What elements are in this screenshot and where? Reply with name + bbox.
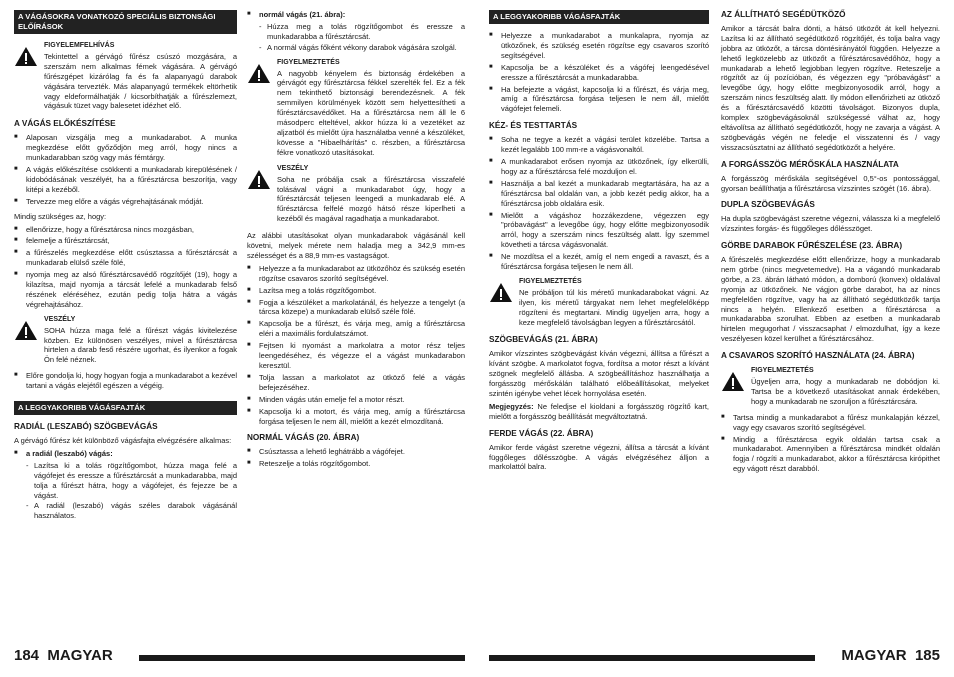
paragraph: Amikor vízszintes szögbevágást kíván végezni, állítsa a fűrészt a kívánt szögbe. A markolatot fogva, fordítsa a motor részt a kívánt szögnek megfelelő állásba. A szögbeállításhoz használhatja a forgásszög mérőskálán található előbeállításokat, melyeket szintén igénybe vehet lécek hornyolása esetén.	[489, 349, 709, 398]
note-text: Ne feledjse el kioldani a forgásszög rögzítő kart, mielőtt a forgásszög beállítását megváltoztatná.	[489, 401, 709, 421]
paragraph: Mindig szükséges az, hogy:	[14, 211, 107, 221]
paragraph: A forgásszög mérőskála segítségével 0,5°-os pontossággal, gyorsan beállíthatja a fűrésztárcsa vízszintes szögét (16. ábra).	[721, 173, 940, 193]
list-item: ■ A vágás előkészítése csökkenti a munkadarab kirepülésének / kidobódásának veszélyét, ha a fűrésztárcsa beszorítja, vagy kitépi a kezéből.	[14, 165, 237, 195]
warning-icon	[14, 320, 38, 341]
column-1	[14, 10, 237, 522]
dash-item: - A normál vágás főként vékony darabok vágására szolgál.	[259, 43, 465, 53]
section-heading: DUPLA SZÖGBEVÁGÁS	[721, 200, 815, 210]
list-item: ■ Lazítsa meg a tolás rögzítőgombot.	[247, 286, 465, 296]
section-banner: A LEGGYAKORIBB VÁGÁSFAJTÁK	[14, 401, 237, 415]
warning-box	[489, 277, 709, 329]
bullet-list	[489, 135, 709, 272]
section-heading: NORMÁL VÁGÁS (20. ÁBRA)	[247, 433, 360, 443]
note-label: Megjegyzés:	[489, 401, 534, 411]
list-item: ■ Kapcsolja ki a motort, és várja meg, amíg a fűrésztárcsa forgása teljesen le nem áll, mielőtt a kezét elmozdítaná.	[247, 407, 465, 427]
section-heading: GÖRBE DARABOK FŰRÉSZELÉSE (23. ÁBRA)	[721, 241, 903, 251]
danger-text: SOHA húzza maga felé a fűrészt vágás kivitelezése közben. Ez különösen veszélyes, mivel a fűrésztárcsa hirtelen a darab feső részére ugorhat, és ilyenkor a fogak Ön felé néznek.	[44, 325, 237, 365]
column-4	[721, 10, 940, 476]
bullet-list	[14, 371, 237, 391]
warning-box	[14, 41, 237, 112]
section-heading: KÉZ- ÉS TESTTARTÁS	[489, 121, 578, 131]
footer-left	[14, 647, 465, 664]
bullet-list	[247, 264, 465, 427]
list-item	[14, 449, 237, 459]
item-label: a radiál (leszabó) vágás:	[26, 448, 113, 458]
list-item: ■ Reteszelje a tolás rögzítőgombot.	[247, 459, 465, 469]
language-label: MAGYAR	[841, 647, 907, 664]
warning-icon	[247, 63, 271, 84]
list-item	[247, 10, 465, 20]
paragraph: Az alábbi utasításokat olyan munkadarabok vágásánál kell követni, melyek mérete nem haladja meg a 342,9 mm-es szélességet és a 88,9 mm-es vastagságot.	[247, 231, 465, 260]
bullet-list	[489, 31, 709, 114]
list-item: ■ Helyezze a fa munkadarabot az ütközőhöz és szükség esetén rögzítse csavaros szorító segítségével.	[247, 264, 465, 284]
list-item: ■ Ha befejezte a vágást, kapcsolja ki a fűrészt, és várja meg, amíg a fűrésztárcsa forgása teljesen le nem áll, mielőtt vágófejet felemeli.	[489, 85, 709, 115]
list-item: ■ Ne mozdítsa el a kezét, amíg el nem engedi a ravaszt, és a fűrésztárcsa forgása teljesen le nem áll.	[489, 252, 709, 272]
footer-right	[489, 647, 940, 664]
section-heading: SZÖGBEVÁGÁS (21. ÁBRA)	[489, 335, 598, 345]
list-item: ■ Előre gondolja ki, hogy hogyan fogja a munkadarabot a kezével tartani a vágás elejétől egészen a végéig.	[14, 371, 237, 391]
warning-text: Ügyeljen arra, hogy a munkadarab ne dobódjon ki. Tartsa be a következő utasításokat annak érdekében, hogy a munkadarab ne szoruljon a fűrésztárcsára.	[751, 377, 940, 406]
warning-box	[247, 58, 465, 159]
dash-item: - A radiál (leszabó) vágás széles darabok vágásánál használatos.	[26, 501, 237, 521]
list-item: ■ Minden vágás után emelje fel a motor részt.	[247, 395, 465, 405]
footer-left-label	[14, 647, 113, 664]
warning-title: FIGYELMEZTETÉS	[519, 277, 582, 285]
footer-right-label	[841, 647, 940, 664]
list-item: ■ Csúsztassa a lehető leghátrább a vágófejet.	[247, 447, 465, 457]
list-item: ■ Helyezze a munkadarabot a munkalapra, nyomja az ütközőnek, és szükség esetén rögzítse egy csavaros szorító segítségével.	[489, 31, 709, 61]
list-item: ■ ellenőrizze, hogy a fűrésztárcsa nincs mozgásban,	[14, 225, 237, 235]
column-3	[489, 10, 709, 475]
paragraph: A fűrészelés megkezdése előtt ellenőrizze, hogy a munkadarab nem görbe (nincs megvetemedve). Ha a vágandó munkadarab görbe, a 23. ábrán látható módon, a domború (konvex) oldalával nyomja az ütközőnek. Ne vágjon görbe darabot, ha az nincs megfelelően rögzítve, vagy ha az állítható segédütközők tartja nincs a helyén. Ellenkező esetben a fűrésztárcsa a munkadarabba szorulhat. Ebben az esetben a munkadarab hirtelen megugorhat / visszacsaphat / elmozdulhat, így a keze veszélyesen közel kerülhet a fűrésztárcsához.	[721, 255, 940, 344]
paragraph: A gérvágó fűrész két különböző vágásfajta elvégzésére alkalmas:	[14, 436, 232, 445]
section-banner: A VÁGÁSOKRA VONATKOZÓ SPECIÁLIS BIZTONSÁGI ELŐÍRÁSOK	[14, 10, 237, 34]
section-heading: A FORGÁSSZÖG MÉRŐSKÁLA HASZNÁLATA	[721, 159, 899, 169]
warning-text: A nagyobb kényelem és biztonság érdekében a gérvágót egy fűrésztárcsa fékkel szerelték fel. Ez a fék nem tekinthető biztonsági berendezésnek. A fék semmilyen körülmények között sem helyettesítheti a fűrésztárcsavédőket. Ha a fűrésztárcsa nem áll le 6 másodperc elteltével, akkor húzza ki a vezetéket az aljzatból és mielőtt újra használatba venné a készüléket, kövesse a "Hibaelhárítás" c. részben, a fűrésztárcsa fékre vonatkozó utasításokat.	[277, 68, 465, 157]
warning-icon	[14, 46, 38, 67]
item-label: normál vágás (21. ábra):	[259, 10, 346, 19]
danger-box	[247, 164, 465, 225]
danger-text: Soha ne próbálja csak a fűrésztárcsa visszafelé tolásával vágni a munkadarabot úgy, hogy a fűrésztárcsát teljesen leengedi a munkadarab elé. A fűrésztárcsa felfelé mozgó hátsó része kiperlheti a kezéből és magával ragadhatja a munkadarabot.	[277, 174, 465, 224]
list-item: ■ Tartsa mindig a munkadarabot a fűrész munkalapján kézzel, vagy egy csavaros szorító segítségével.	[721, 413, 940, 433]
warning-title: FIGYELMEZTETÉS	[751, 367, 814, 375]
warning-icon	[247, 169, 271, 190]
column-2	[247, 10, 465, 471]
list-item: ■ A munkadarabot erősen nyomja az ütközőnek, így elkerülli, hogy az a fűrésztárcsa felé mozduljon el.	[489, 157, 709, 177]
footer-bar	[489, 655, 815, 661]
dash-item: - Lazítsa ki a tolás rögzítőgombot, húzza maga felé a vágófejet és eressze a fűrésztárcsát a munkadarabba, majd tolja a fűrészt hátra, hogy a vágófejet, és fejezze be a vágást.	[26, 461, 237, 501]
warning-title: FIGYELEMFELHÍVÁS	[44, 42, 115, 49]
warning-icon	[489, 282, 513, 303]
list-item: ■ Mindig a fűrésztárcsa egyik oldalán tartsa csak a munkadarabot. Amennyiben a fűrésztárcsa mindkét oldalán fogja / rögzíti a munkadarabot, akkor a fűrésztárcsa kirópithet egy vágott részt darabból.	[721, 435, 940, 475]
section-heading: FERDE VÁGÁS (22. ÁBRA)	[489, 428, 594, 438]
list-item: ■ Fogja a készüléket a markolatánál, és helyezze a tengelyt (a tárcsa közepe) a munkadarab elülső széle fölé.	[247, 298, 465, 318]
paragraph: Amikor a tárcsát balra dönti, a hátsó ütközőt át kell helyezni. Lazítsa ki az állítható segédütköző rögzítőjét, és tolja balra vagy jobbra az ütközőt, a tárcsa döntésirányától függően. Helyezze a lehető legközelebb az ütközőt a fűrésztárcsavédőhöz, hogy a munkadarab a lehető legjobban legyen rögzítve. Reteszelje a rögzítőt az új pozícióban, és végezzen egy "próbavágást" a levegőbe úgy, hogy előtte megbizonyosodik arról, hogy a szerszám nincs feszültség alatt. Ily módon ellenőrizheti az ütköző és a fűrésztárcsavédő közötti távolságot. Bizonyos dupla, komplex szögbevágásoknál szükségessé válhat az, hogy eltávolítsa az állítható segédütközőt, hogy ne zavarja a vágást. A szögbevágás végén ne feledje el visszatenni és / vagy visszacsúsztatni az állítható segédütközőt a helyére.	[721, 23, 940, 152]
note	[489, 402, 709, 422]
bullet-list	[247, 447, 465, 469]
paragraph: Ha dupla szögbevágást szeretne végezni, válassza ki a megfelelő vízszintes forgás- és függőleges dőlésszöget.	[721, 214, 940, 234]
section-heading: A VÁGÁS ELŐKÉSZÍTÉSE	[14, 119, 116, 129]
bullet-list	[721, 413, 940, 474]
bullet-list	[14, 449, 237, 459]
page-number: 185	[914, 647, 940, 664]
warning-box	[721, 366, 940, 408]
warning-text: Tekintettel a gérvágó fűrész csúszó mozgására, a szerszám nem alkalmas fémek vágására. A gérvágó fűrészgépet kizárólag fa és fa alapanyagú darabok vágására tervezték. Más alapanyagú termékek eltörhetik vagy eldeformálhatják / kicsorbíthatják a fűrészlemezt, vágásuk tüzet vagy balesetet idézhet elő.	[44, 51, 237, 111]
bullet-list	[247, 10, 465, 20]
warning-title: FIGYELMEZTETÉS	[277, 58, 340, 66]
list-item: ■ Soha ne tegye a kezét a vágási terület közelébe. Tartsa a kezét legalább 100 mm-re a vágásvonaltól.	[489, 135, 709, 155]
bullet-list	[14, 225, 237, 310]
sub-list	[14, 461, 237, 521]
list-item: ■ Használja a bal kezét a munkadarab megtartására, ha az a fűrésztárcsa bal oldalán van, a jobb kezét pedig akkor, ha a fűrésztárcsa jobb oldalára esik.	[489, 179, 709, 209]
list-item: ■ Kapcsolja be a fűrészt, és várja meg, amíg a fűrésztárcsa eléri a maximális fordulatszámot.	[247, 319, 465, 339]
danger-title: VESZÉLY	[44, 315, 76, 323]
section-heading: RADIÁL (LESZABÓ) SZÖGBEVÁGÁS	[14, 422, 158, 432]
list-item: ■ Tervezze meg előre a vágás végrehajtásának módját.	[14, 197, 237, 207]
paragraph: Amikor ferde vágást szeretne végezni, állítsa a tárcsát a kívánt függőleges dőlésszögbe. A vágás elvégzéséhez álljon a markolattól balra.	[489, 442, 709, 472]
dash-item: - Húzza meg a tolás rögzítőgombot és eressze a munkadarabba a fűrésztárcsát.	[259, 22, 465, 42]
section-heading: A CSAVAROS SZORÍTÓ HASZNÁLATA (24. ÁBRA)	[721, 351, 915, 361]
warning-text: Ne próbáljon túl kis méretű munkadarabokat vágni. Az ilyen, kis méretű tárgyakat nem lehet megfelelőképp rögzíteni és megtartani. Mindig ügyeljen arra, hogy a keze megfelelő távolságban legyen a fűrésztárcsától.	[519, 287, 709, 327]
sub-list	[247, 22, 465, 53]
list-item: ■ Mielőtt a vágáshoz hozzákezdene, végezzen egy "próbavágást" a levegőbe úgy, hogy előtte megbizonyosodik arról, hogy a szerszám nincs feszültség alatt. Így szemmel követheti a tárcsa vágásvonalát.	[489, 211, 709, 251]
section-banner: A LEGGYAKORIBB VÁGÁSFAJTÁK	[489, 10, 709, 24]
list-item: ■ Kapcsolja be a készüléket és a vágófej leengedésével eressze a fűrésztárcsát a munkadarabba.	[489, 63, 709, 83]
list-item: ■ Alaposan vizsgálja meg a munkadarabot. A munka megkezdése előtt győződjön meg arról, hogy nincs a munkadarabban szög vagy más fémtárgy.	[14, 133, 237, 163]
danger-box	[14, 315, 237, 367]
list-item: ■ Fejtsen ki nyomást a markolatra a motor rész teljes leengedéséhez, és végezze el a vágást munkadarabon keresztül.	[247, 341, 465, 371]
list-item: ■ a fűrészelés megkezdése előtt csúsztassa a fűrésztárcsát a munkadarab elülső széle fölé,	[14, 248, 237, 268]
danger-title: VESZÉLY	[277, 164, 309, 172]
page-number: 184	[14, 647, 40, 664]
list-item: ■ nyomja meg az alsó fűrésztárcsavédő rögzítőjét (19), hogy a kilazítsa, majd nyomja a tárcsát lefelé a munkadarab felső részének eléréséhez, ezután pedig tolja hátra a vágás végrehajtásához.	[14, 270, 237, 310]
warning-icon	[721, 371, 745, 392]
language-label: MAGYAR	[47, 647, 113, 664]
list-item: ■ felemelje a fűrésztárcsát,	[14, 236, 237, 246]
section-heading: AZ ÁLLÍTHATÓ SEGÉDÜTKÖZŐ	[721, 10, 846, 19]
footer-bar	[139, 655, 465, 661]
bullet-list	[14, 133, 237, 206]
list-item: ■ Tolja lassan a markolatot az ütköző felé a vágás befejezéséhez.	[247, 373, 465, 393]
